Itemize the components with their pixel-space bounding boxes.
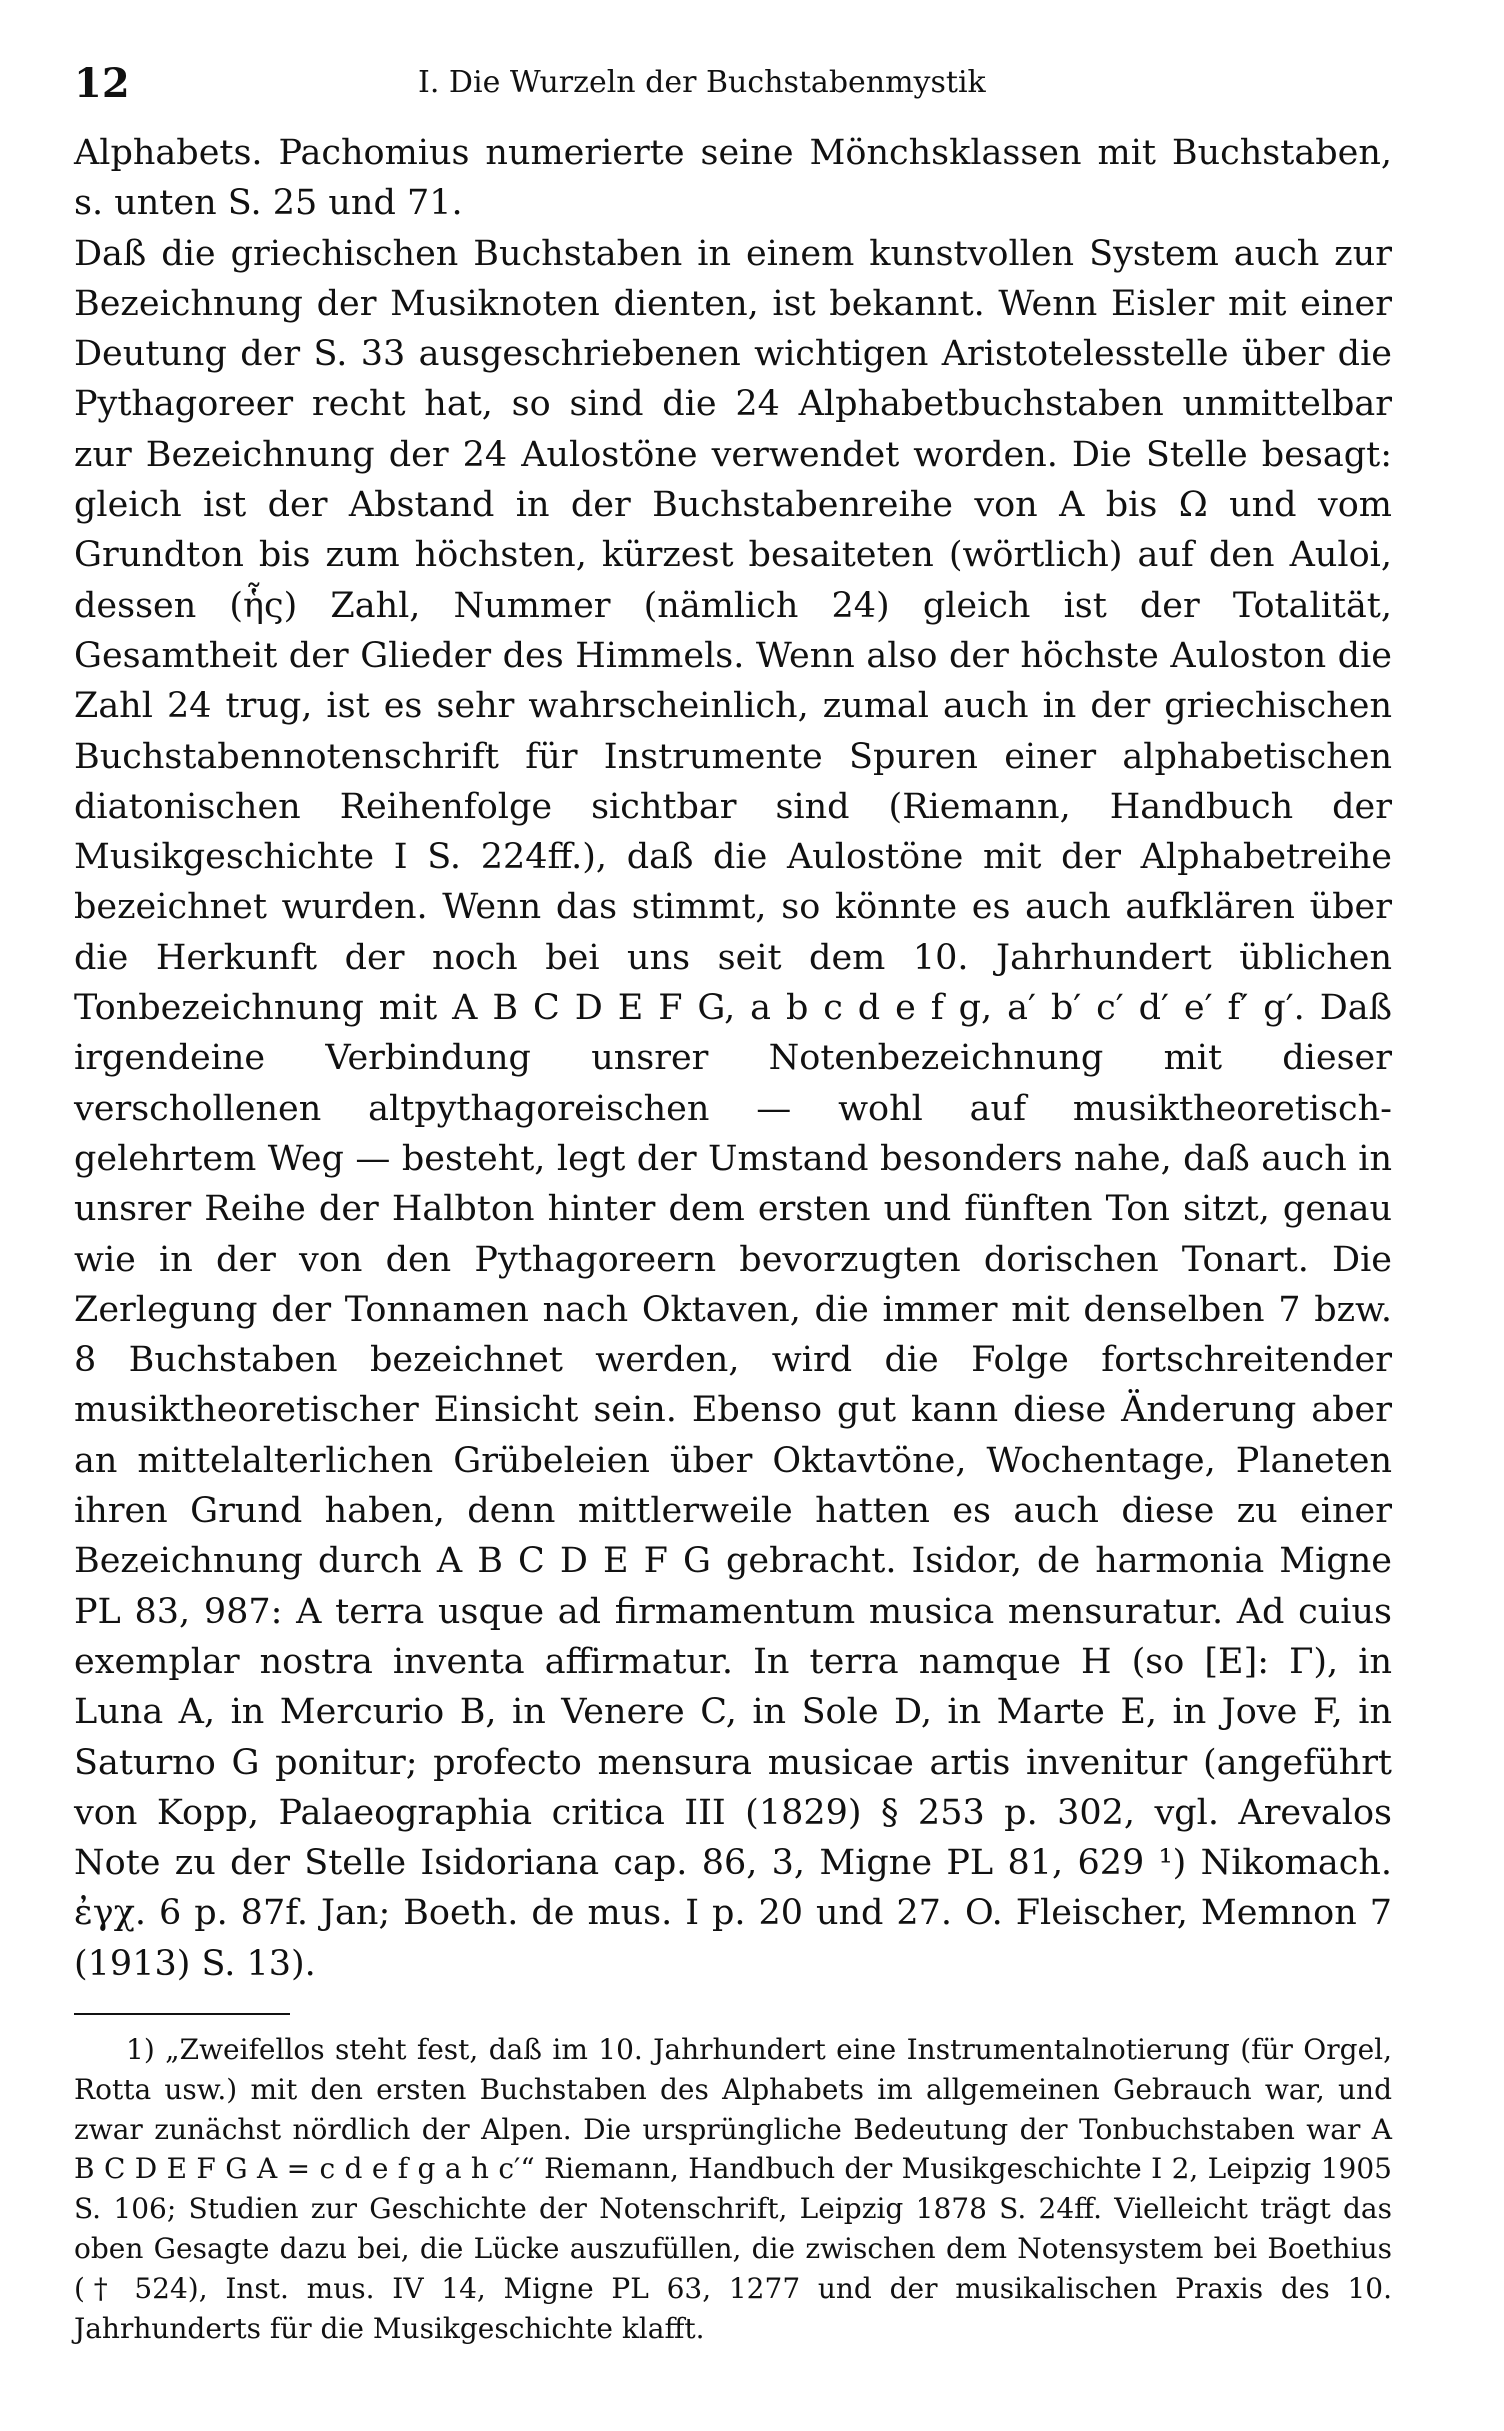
paragraph-continuation: Alphabets. Pachomius numerierte seine Mönchsklassen mit Buchstaben, s. unten S. 25 und 71.	[74, 133, 1392, 224]
footnote-block	[74, 2030, 1392, 2348]
paragraph-main: Daß die griechischen Buchstaben in einem kunstvollen System auch zur Bezeichnung der Musiknoten dienten, ist bekannt. Wenn Eisler mit einer Deutung der S. 33 ausgeschriebenen wichtigen Aristotelesstelle über die Pythagoreer recht hat, so sind die 24 Alphabetbuchstaben unmittelbar zur Bezeichnung der 24 Aulostöne verwendet worden. Die Stelle besagt: gleich ist der Abstand in der Buchstabenreihe von A bis Ω und vom Grundton bis zum höchsten, kürzest besaiteten (wörtlich) auf den Auloi, dessen (ἧς) Zahl, Nummer (nämlich 24) gleich ist der Totalität, Gesamtheit der Glieder des Himmels. Wenn also der höchste Auloston die Zahl 24 trug, ist es sehr wahrscheinlich, zumal auch in der griechischen Buchstabennotenschrift für Instrumente Spuren einer alphabetischen diatonischen Reihenfolge sichtbar sind (Riemann, Handbuch der Musikgeschichte I S. 224ff.), daß die Aulostöne mit der Alphabetreihe bezeichnet wurden. Wenn das stimmt, so könnte es auch aufklären über die Herkunft der noch bei uns seit dem 10. Jahrhundert üblichen Tonbezeichnung mit A B C D E F G, a b c d e f g, a′ b′ c′ d′ e′ f′ g′. Daß irgendeine Verbindung unsrer Notenbezeichnung mit dieser verschollenen altpythagoreischen — wohl auf musiktheoretisch-gelehrtem Weg — besteht, legt der Umstand besonders nahe, daß auch in unsrer Reihe der Halbton hinter dem ersten und fünften Ton sitzt, genau wie in der von den Pythagoreern bevorzugten dorischen Tonart. Die Zerlegung der Tonnamen nach Oktaven, die immer mit denselben 7 bzw. 8 Buchstaben bezeichnet werden, wird die Folge fortschreitender musiktheoretischer Einsicht sein. Ebenso gut kann diese Änderung aber an mittelalterlichen Grübeleien über Oktavtöne, Wochentage, Planeten ihren Grund haben, denn mittlerweile hatten es auch diese zu einer Bezeichnung durch A B C D E F G gebracht. Isidor, de harmonia Migne PL 83, 987: A terra usque ad firmamentum musica mensuratur. Ad cuius exemplar nostra inventa affirmatur. In terra namque H (so [E]: Γ), in Luna A, in Mercurio B, in Venere C, in Sole D, in Marte E, in Jove F, in Saturno G ponitur; profecto mensura musicae artis invenitur (angeführt von Kopp, Palaeographia critica III (1829) § 253 p. 302, vgl. Arevalos Note zu der Stelle Isidoriana cap. 86, 3, Migne PL 81, 629 ¹) Nikomach. ἐγχ. 6 p. 87f. Jan; Boeth. de mus. I p. 20 und 27. O. Fleischer, Memnon 7 (1913) S. 13).	[74, 233, 1392, 1984]
page-number: 12	[74, 60, 130, 107]
body-text	[74, 128, 1392, 1989]
footnote-1: 1) „Zweifellos steht fest, daß im 10. Jahrhundert eine Instrumentalnotierung (für Orgel, Rotta usw.) mit den ersten Buchstaben des Alphabets im allgemeinen Gebrauch war, und zwar zunächst nördlich der Alpen. Die ursprüngliche Bedeutung der Tonbuchstaben war A B C D E F G A = c d e f g a h c′“ Riemann, Handbuch der Musikgeschichte I 2, Leipzig 1905 S. 106; Studien zur Geschichte der Notenschrift, Leipzig 1878 S. 24ff. Vielleicht trägt das oben Gesagte dazu bei, die Lücke auszufüllen, die zwischen dem Notensystem bei Boethius († 524), Inst. mus. IV 14, Migne PL 63, 1277 und der musikalischen Praxis des 10. Jahrhunderts für die Musikgeschichte klafft.	[74, 2033, 1392, 2345]
footnote-rule	[74, 2013, 290, 2015]
running-head: I. Die Wurzeln der Buchstabenmystik	[418, 65, 986, 100]
page-header	[74, 60, 1414, 120]
